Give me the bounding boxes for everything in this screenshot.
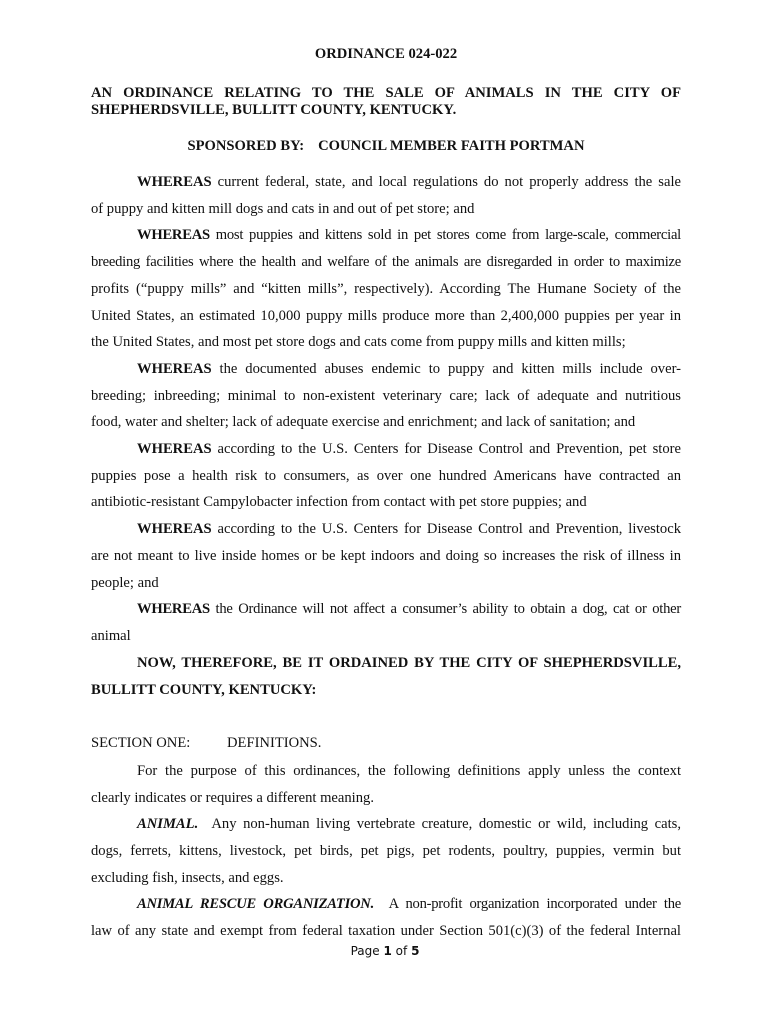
page-word: Page — [350, 944, 380, 958]
ordinance-title-line-1: AN ORDINANCE RELATING TO THE SALE OF ANIMALS IN THE CITY OF — [91, 85, 681, 101]
whereas-1-line-1: WHEREAS current federal, state, and local regulations do not properly address the sale — [137, 174, 681, 190]
definitions-intro-line-2: clearly indicates or requires a different meaning. — [91, 790, 374, 806]
whereas-5-line-2: are not meant to live inside homes or be kept indoors and doing so increases the risk of illness in — [91, 548, 681, 564]
sponsor-name: COUNCIL MEMBER FAITH PORTMAN — [318, 138, 585, 154]
definitions-intro-line-1: For the purpose of this ordinances, the following definitions apply unless the context — [137, 763, 681, 779]
whereas-3-line-1: WHEREAS the documented abuses endemic to puppy and kitten mills include over- — [137, 361, 681, 377]
section-title: DEFINITIONS. — [227, 735, 322, 751]
page-footer — [0, 944, 770, 958]
whereas-keyword: WHEREAS — [137, 601, 210, 617]
whereas-2-line-2: breeding facilities where the health and welfare of the animals are disregarded in order to maximize — [91, 254, 681, 270]
whereas-2-line-1: WHEREAS most puppies and kittens sold in pet stores come from large-scale, commercial — [137, 227, 681, 243]
whereas-3-line-3: food, water and shelter; lack of adequate exercise and enrichment; and lack of sanitation; and — [91, 414, 636, 430]
whereas-4-line-3: antibiotic-resistant Campylobacter infection from contact with pet store puppies; and — [91, 494, 587, 510]
whereas-2-line-5: the United States, and most pet store dogs and cats come from puppy mills and kitten mills; — [91, 334, 626, 350]
sponsor-line — [91, 138, 681, 155]
animal-definition-line-2: dogs, ferrets, kittens, livestock, pet birds, pet pigs, pet rodents, poultry, puppies, vermin but — [91, 843, 681, 859]
whereas-keyword: WHEREAS — [137, 521, 212, 537]
page-number: 1 — [383, 944, 392, 958]
animal-definition-line-3: excluding fish, insects, and eggs. — [91, 870, 284, 886]
whereas-1-line-2: of puppy and kitten mill dogs and cats in and out of pet store; and — [91, 201, 475, 217]
whereas-2-line-4: United States, an estimated 10,000 puppy mills produce more than 2,400,000 puppies per year in — [91, 308, 681, 324]
whereas-2-line-3: profits (“puppy mills” and “kitten mills”, respectively). According The Humane Society of the — [91, 281, 681, 297]
ordinance-title-line-2: SHEPHERDSVILLE, BULLITT COUNTY, KENTUCKY. — [91, 102, 457, 118]
section-label: SECTION ONE: — [91, 735, 191, 751]
section-one-heading — [91, 735, 681, 752]
whereas-5-line-3: people; and — [91, 575, 159, 591]
sponsor-label: SPONSORED BY: — [187, 138, 305, 154]
whereas-keyword: WHEREAS — [137, 361, 212, 377]
term-animal: ANIMAL. — [137, 816, 199, 832]
of-word: of — [395, 944, 408, 958]
whereas-4-line-2: puppies pose a health risk to consumers, as over one hundred Americans have contracted an — [91, 468, 681, 484]
whereas-6-line-1: WHEREAS the Ordinance will not affect a consumer’s ability to obtain a dog, cat or other — [137, 601, 681, 617]
ordained-line-2: BULLITT COUNTY, KENTUCKY: — [91, 682, 317, 698]
whereas-4-line-1: WHEREAS according to the U.S. Centers for Disease Control and Prevention, pet store — [137, 441, 681, 457]
rescue-definition-line-2: law of any state and exempt from federal taxation under Section 501(c)(3) of the federal Internal — [91, 923, 681, 939]
animal-definition-line-1: ANIMAL. Any non-human living vertebrate creature, domestic or wild, including cats, — [137, 816, 682, 832]
whereas-keyword: WHEREAS — [137, 227, 210, 243]
rescue-definition-line-1: ANIMAL RESCUE ORGANIZATION. A non-profit organization incorporated under the — [137, 896, 681, 912]
whereas-keyword: WHEREAS — [137, 174, 212, 190]
page-total: 5 — [411, 944, 420, 958]
whereas-3-line-2: breeding; inbreeding; minimal to non-existent veterinary care; lack of adequate and nutritious — [91, 388, 681, 404]
term-animal-rescue-organization: ANIMAL RESCUE ORGANIZATION. — [137, 896, 374, 912]
whereas-6-line-2: animal — [91, 628, 131, 644]
whereas-5-line-1: WHEREAS according to the U.S. Centers for Disease Control and Prevention, livestock — [137, 521, 681, 537]
ordinance-number: ORDINANCE 024-022 — [314, 46, 458, 62]
whereas-keyword: WHEREAS — [137, 441, 212, 457]
ordained-line-1: NOW, THEREFORE, BE IT ORDAINED BY THE CITY OF SHEPHERDSVILLE, — [137, 655, 681, 671]
